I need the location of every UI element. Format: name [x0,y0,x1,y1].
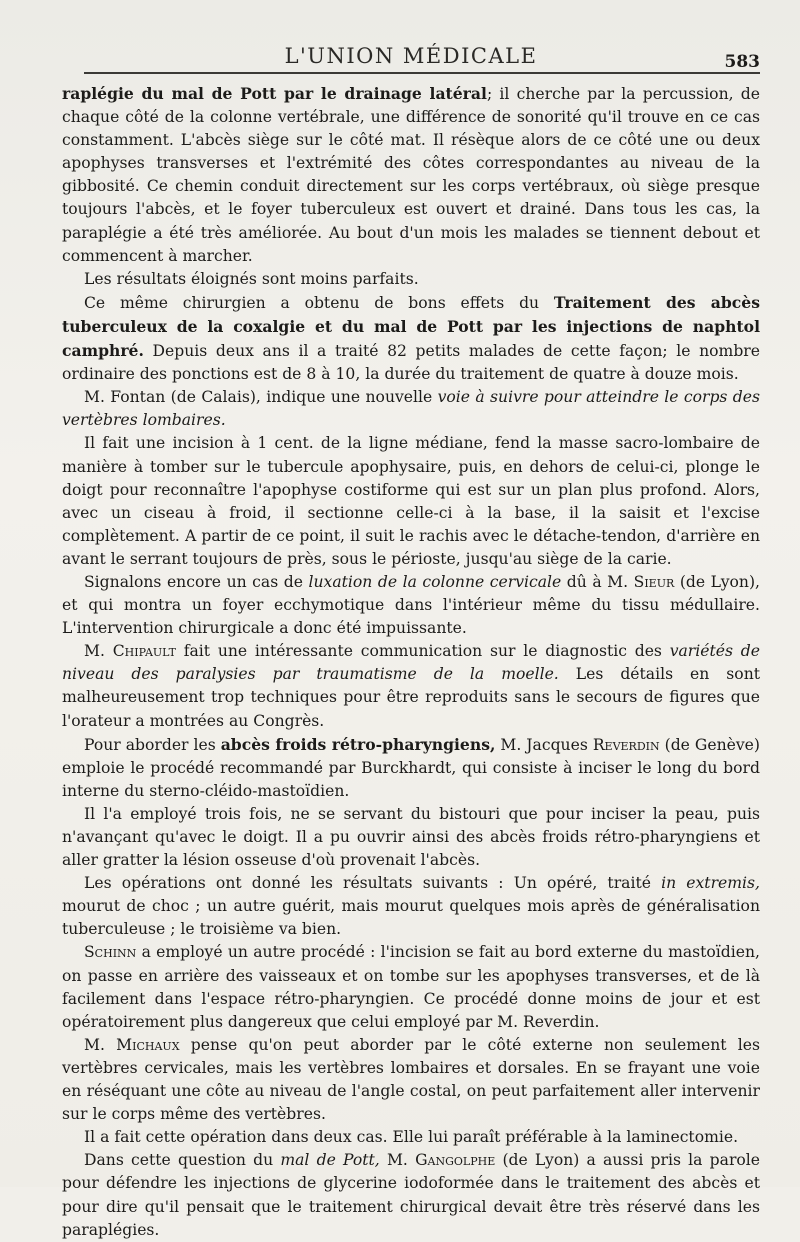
styled-text-run: Chipault [112,642,176,661]
text-run: M. [379,1151,416,1170]
paragraph [62,82,760,268]
text-run: Depuis deux ans il a traité 82 petits malades de cette façon; le nombre ordinaire des ponctions est de 8 à 10, la durée du traitement de quatre à douze mois. [62,342,760,384]
styled-text-run: voie à suivre pour atteindre le corps des vertèbres lombaires. [62,388,761,430]
paragraph [62,733,760,803]
text-run: Signalons encore un cas de [84,572,309,591]
styled-text-run: mal de Pott, [280,1151,380,1170]
article-body [62,82,760,1242]
header-rule [84,72,760,74]
text-run: (de Genève) emploie le procédé recommandé par Burckhardt, qui consiste à inciser le long du bord interne du sterno-cléido-mastoïdien. [62,735,760,800]
text-run: fait une intéressante communication sur le diagnostic des [175,642,670,661]
styled-text-run: in extremis, [661,874,760,893]
styled-text-run: Schinn [84,943,137,962]
page-number: 583 [724,52,760,72]
text-run: M. [84,642,113,661]
text-run: dû à M. [561,572,634,591]
styled-text-run: abcès froids rétro-pharyngiens, [220,734,496,754]
text-run: Dans cette question du [84,1151,281,1170]
running-title: L'UNION MÉDICALE [284,44,538,68]
paragraph [62,268,760,291]
text-run: Il a fait cette opération dans deux cas. Elle lui paraît préférable à la laminectomie. [84,1128,739,1147]
paragraph [62,386,760,432]
paragraph [62,571,760,640]
text-run: M. Jacques [495,735,593,754]
text-run: Les opérations ont donné les résultats suivants : Un opéré, traité [84,874,662,893]
text-run: Il fait une incision à 1 cent. de la ligne médiane, fend la masse sacro-lombaire de manière à tomber sur le tubercule apophysaire, puis, en dehors de celui-ci, plonge le doigt pour reconnaître l'apophyse costiforme qui est sur un plan plus profond. Alors, avec un ciseau à froid, il sectionne celle-ci à la base, il la saisit et l'excise complètement. A partir de ce point, il suit le rachis avec le détache-tendon, d'arrière en avant le serrant toujours de près, sous le périoste, jusqu'au siège de la carie. [62,434,760,568]
styled-text-run: Michaux [116,1035,180,1054]
paragraph [62,872,760,941]
styled-text-run: Traitement des abcès tuberculeux de la coxalgie et du mal de Pott par les injections de naphtol camphré. [62,292,761,361]
text-run: Pour aborder les [84,735,221,754]
text-run: a employé un autre procédé : l'incision se fait au bord externe du mastoïdien, on passe en arrière des vaisseaux et on tombe sur les apophyses transverses, et de là facilement dans l'espace rétro-pharyngien. Ce procédé donne moins de jour et est opératoirement plus dangereux que celui employé par M. Reverdin. [62,943,760,1031]
text-run: M. Fontan (de Calais), indique une nouvelle [84,388,438,407]
text-run: (de Lyon) a aussi pris la parole pour défendre les injections de glycerine iodoformée dans le traitement des abcès et pour dire qu'il pensait que le traitement chirurgical devait être très réservé dans les paraplégies. [62,1151,761,1239]
text-run: mourut de choc ; un autre guérit, mais mourut quelques mois après de généralisation tuberculeuse ; le troisième va bien. [62,897,760,939]
text-run: ; il cherche par la percussion, de chaque côté de la colonne vertébrale, une différence de sonorité qu'il trouve en ce cas constamment. L'abcès siège sur le côté mat. Il résèque alors de ce côté une ou deux apophyses transverses et l'extrémité des côtes correspondantes au niveau de la gibbosité. Ce chemin conduit directement sur les corps vertébraux, où siège presque toujours l'abcès, et le foyer tuberculeux est ouvert et drainé. Dans tous les cas, la paraplégie a été très améliorée. Au bout d'un mois les malades se tiennent debout et commencent à marcher. [62,85,760,265]
styled-text-run: Gangolphe [415,1151,496,1170]
paragraph [62,432,760,571]
text-run: Ce même chirurgien a obtenu de bons effets du [84,293,554,312]
paragraph [62,640,760,732]
paragraph [62,1149,760,1241]
text-run: Les détails en sont malheureusement trop techniques pour être reproduits sans le secours de figures que l'orateur a montrées au Congrès. [62,665,761,730]
text-run: Il l'a employé trois fois, ne se servant du bistouri que pour inciser la peau, puis n'avançant qu'avec le doigt. Il a pu ouvrir ainsi des abcès froids rétro-pharyngiens et aller gratter la lésion osseuse d'où provenait l'abcès. [62,804,760,870]
paragraph [62,1034,760,1126]
styled-text-run: Reverdin [592,735,660,754]
paragraph [62,1126,760,1149]
paragraph [62,941,760,1033]
styled-text-run: raplégie du mal de Pott par le drainage latéral [62,84,487,103]
styled-text-run: luxation de la colonne cervicale [308,572,562,591]
paragraph [62,803,760,872]
text-run: Les résultats éloignés sont moins parfaits. [84,269,419,288]
text-run: pense qu'on peut aborder par le côté externe non seulement les vertèbres cervicales, mais les vertèbres lombaires et dorsales. En se frayant une voie en réséquant une côte au niveau de l'angle costal, on peut parfaitement aller intervenir sur le corps même des vertèbres. [62,1035,760,1124]
text-run: (de Lyon), et qui montra un foyer ecchymotique dans l'intérieur même du tissu médullaire. L'intervention chirurgicale a donc été impuissante. [62,572,761,638]
styled-text-run: Sieur [633,572,675,591]
paragraph [62,291,760,386]
styled-text-run: variétés de niveau des paralysies par traumatisme de la moelle. [62,642,760,684]
page-header [62,0,760,82]
text-run: M. [84,1035,117,1054]
